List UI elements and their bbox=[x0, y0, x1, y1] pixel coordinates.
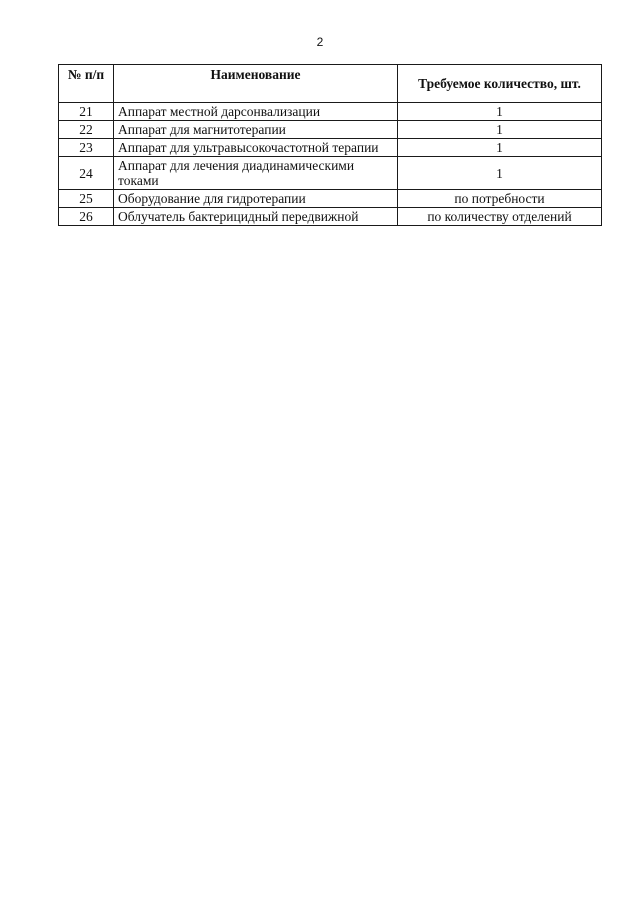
row-number: 24 bbox=[59, 157, 114, 190]
row-number: 22 bbox=[59, 121, 114, 139]
row-quantity: по потребности bbox=[398, 190, 602, 208]
header-number: № п/п bbox=[59, 65, 114, 103]
row-quantity: 1 bbox=[398, 103, 602, 121]
row-name: Аппарат местной дарсонвализации bbox=[114, 103, 398, 121]
table-row bbox=[59, 139, 602, 157]
header-quantity: Требуемое количество, шт. bbox=[398, 65, 602, 103]
row-quantity: 1 bbox=[398, 157, 602, 190]
row-name: Облучатель бактерицидный передвижной bbox=[114, 208, 398, 226]
row-quantity: по количеству отделений bbox=[398, 208, 602, 226]
table-row bbox=[59, 157, 602, 190]
row-name: Аппарат для магнитотерапии bbox=[114, 121, 398, 139]
row-name: Оборудование для гидротерапии bbox=[114, 190, 398, 208]
table-header-row bbox=[59, 65, 602, 103]
page-number: 2 bbox=[316, 35, 324, 49]
row-number: 25 bbox=[59, 190, 114, 208]
row-quantity: 1 bbox=[398, 121, 602, 139]
header-name: Наименование bbox=[114, 65, 398, 103]
row-name: Аппарат для ультравысокочастотной терапии bbox=[114, 139, 398, 157]
equipment-table bbox=[58, 64, 602, 226]
table-row bbox=[59, 208, 602, 226]
row-number: 21 bbox=[59, 103, 114, 121]
row-quantity: 1 bbox=[398, 139, 602, 157]
row-name: Аппарат для лечения диадинамическими токами bbox=[114, 157, 398, 190]
table-row bbox=[59, 103, 602, 121]
table-row bbox=[59, 190, 602, 208]
table-row bbox=[59, 121, 602, 139]
row-number: 26 bbox=[59, 208, 114, 226]
row-number: 23 bbox=[59, 139, 114, 157]
